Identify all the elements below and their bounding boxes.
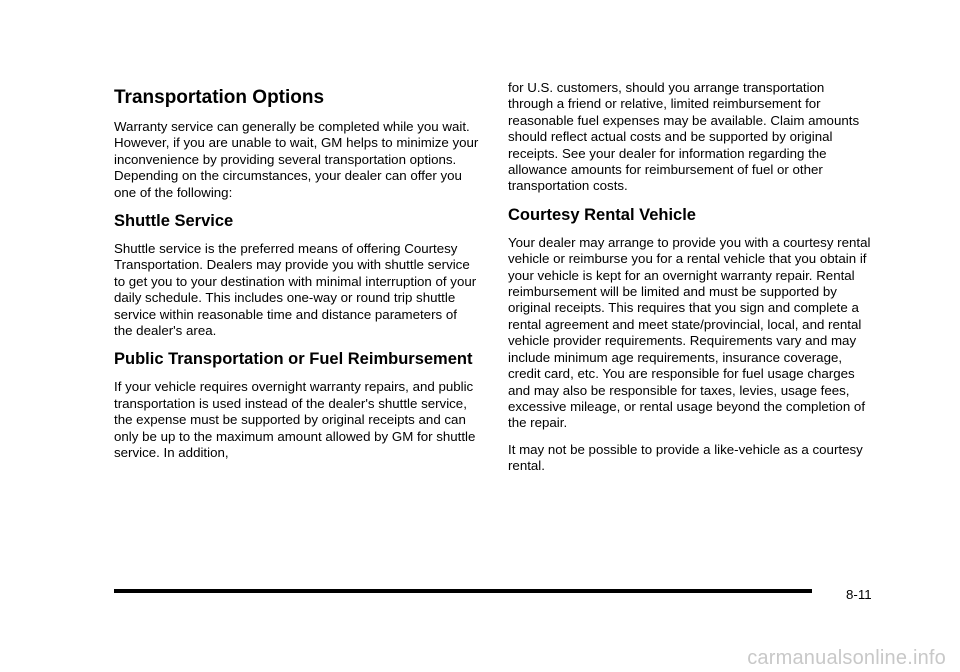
subheading-courtesy-rental: Courtesy Rental Vehicle bbox=[508, 205, 696, 224]
subheading-public-transportation: Public Transportation or Fuel Reimbursement bbox=[114, 350, 473, 369]
right-column bbox=[508, 80, 873, 485]
page-number: 8-11 bbox=[846, 587, 872, 602]
subheading-shuttle-service: Shuttle Service bbox=[114, 212, 234, 231]
like-vehicle-paragraph: It may not be possible to provide a like-vehicle as a courtesy rental. bbox=[508, 441, 863, 474]
section-heading-transportation-options: Transportation Options bbox=[114, 87, 325, 108]
shuttle-paragraph: Shuttle service is the preferred means of offering Courtesy Transportation. Dealers may provide you with shuttle service to get you to your destination with minimal interruption of your daily schedule. This includes one-way or round trip shuttle service within reasonable time and distance parameters of the dealer's area. bbox=[114, 241, 477, 339]
footer-rule bbox=[114, 589, 812, 593]
intro-paragraph: Warranty service can generally be completed while you wait. However, if you are unable to wait, GM helps to minimize your inconvenience by providing several transportation options. Depending on the circumstances, your dealer can offer you one of the following: bbox=[114, 119, 479, 200]
public-transportation-paragraph: If your vehicle requires overnight warranty repairs, and public transportation is used instead of the dealer's shuttle service, the expense must be supported by original receipts and can only be up to the maximum amount allowed by GM for shuttle service. In addition, bbox=[114, 379, 476, 461]
continued-paragraph: for U.S. customers, should you arrange transportation through a friend or relative, limited reimbursement for reasonable fuel expenses may be available. Claim amounts should reflect actual costs and be supported by original receipts. See your dealer for information regarding the allowance amounts for reimbursement of fuel or other transportation costs. bbox=[508, 80, 860, 194]
watermark: carmanualsonline.info bbox=[747, 647, 946, 669]
left-column bbox=[114, 80, 479, 472]
rental-paragraph: Your dealer may arrange to provide you with a courtesy rental vehicle or reimburse you for a rental vehicle that you obtain if your vehicle is kept for an overnight warranty repair. Rental reimbursement will be limited and must be supported by original receipts. This requires that you sign and complete a rental agreement and meet state/provincial, local, and rental vehicle provider requirements. Requirements vary and may include minimum age requirements, insurance coverage, credit card, etc. You are responsible for fuel usage charges and may also be responsible for taxes, levies, usage fees, excessive mileage, or rental usage beyond the completion of the repair. bbox=[508, 234, 871, 431]
